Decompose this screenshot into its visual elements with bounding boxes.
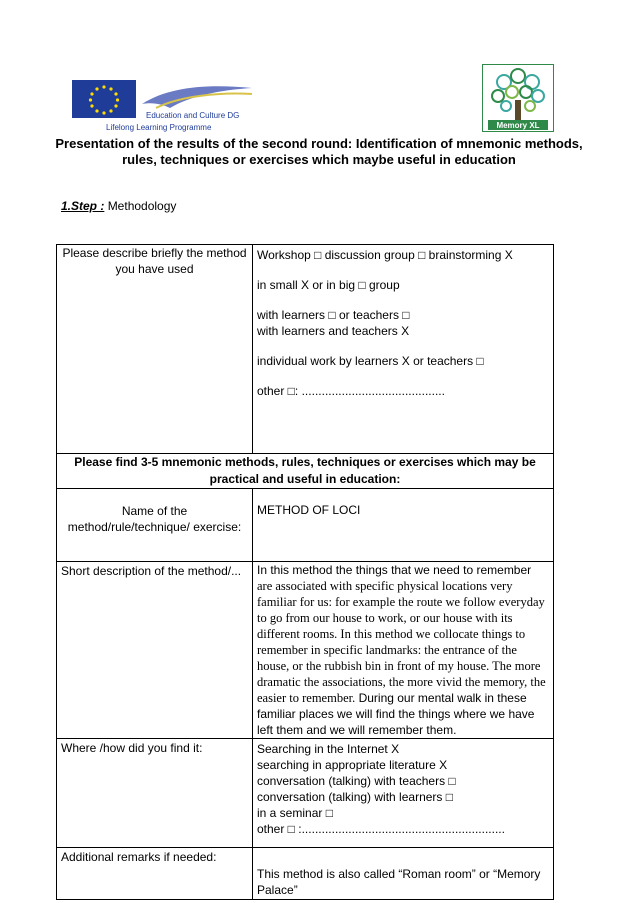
remarks-label-cell <box>57 848 253 900</box>
table-row <box>57 848 554 900</box>
name-value-cell <box>253 489 554 562</box>
desc-label-cell <box>57 562 253 739</box>
title-line-1: Presentation of the results of the second round: Identification of mnemonic methods, <box>55 136 583 151</box>
step-label: Methodology <box>107 199 177 213</box>
logo-text: Memory XL <box>496 121 540 130</box>
desc-text-c: During our mental walk in these familiar places we will find the things where we have left them and we will remember them. <box>257 691 535 737</box>
eu-programme-text: Lifelong Learning Programme <box>106 123 212 132</box>
page-title <box>40 136 598 168</box>
with-line-1: with learners □ or teachers □ <box>257 308 410 322</box>
table-row <box>57 739 554 848</box>
methodology-table <box>56 244 554 900</box>
workshop-line: Workshop □ discussion group □ brainstorming X <box>257 248 513 262</box>
with-line-2: with learners and teachers X <box>257 324 410 338</box>
found-seminar: in a seminar □ <box>257 806 333 820</box>
step-number: 1.Step : <box>61 199 105 213</box>
name-label-cell <box>57 489 253 562</box>
method-question: Please describe briefly the method you have used <box>62 246 247 276</box>
individual-line: individual work by learners X or teachers □ <box>257 354 484 368</box>
method-answer-cell <box>253 245 554 454</box>
eu-org-text: Education and Culture DG <box>146 111 240 120</box>
name-value: METHOD OF LOCI <box>257 503 361 517</box>
found-internet: Searching in the Internet X <box>257 742 400 756</box>
desc-text-b: are associated with specific physical locations very familiar for us: for example the route we follow everyday to go from our house to work, or our house with its different rooms. In this method we collocate things to remember in specific landmarks: the entrance of the house, or the rubbish bin in front of my house. The more dramatic the associations, the more vivid the memory, the easier to remember. <box>257 579 546 705</box>
other-line: other □: ........................................... <box>257 384 445 398</box>
desc-label: Short description of the method/... <box>61 564 242 578</box>
remarks-value-cell <box>253 848 554 900</box>
memory-xl-logo <box>482 64 554 132</box>
title-line-2: rules, techniques or exercises which maybe useful in education <box>122 152 516 167</box>
found-teachers: conversation (talking) with teachers □ <box>257 774 456 788</box>
step-heading <box>61 199 176 213</box>
found-other: other □ :............................................................. <box>257 822 505 836</box>
found-label-cell <box>57 739 253 848</box>
table-row <box>57 245 554 454</box>
desc-text-a: In this method the things that we need to remember <box>257 563 532 577</box>
table-row <box>57 562 554 739</box>
table-row <box>57 489 554 562</box>
remarks-value: This method is also called “Roman room” or “Memory Palace” <box>257 867 541 897</box>
remarks-label: Additional remarks if needed: <box>61 850 217 864</box>
eu-lifelong-learning-logo <box>70 78 260 134</box>
found-learners: conversation (talking) with learners □ <box>257 790 453 804</box>
found-label: Where /how did you find it: <box>61 741 203 755</box>
group-size-line: in small X or in big □ group <box>257 278 400 292</box>
method-question-cell <box>57 245 253 454</box>
section-heading: Please find 3-5 mnemonic methods, rules, techniques or exercises which may be practical and useful in education: <box>57 454 554 489</box>
found-value-cell <box>253 739 554 848</box>
found-literature: searching in appropriate literature X <box>257 758 448 772</box>
desc-value-cell <box>253 562 554 739</box>
table-row <box>57 454 554 489</box>
name-label: Name of the method/rule/technique/ exercise: <box>67 504 242 534</box>
